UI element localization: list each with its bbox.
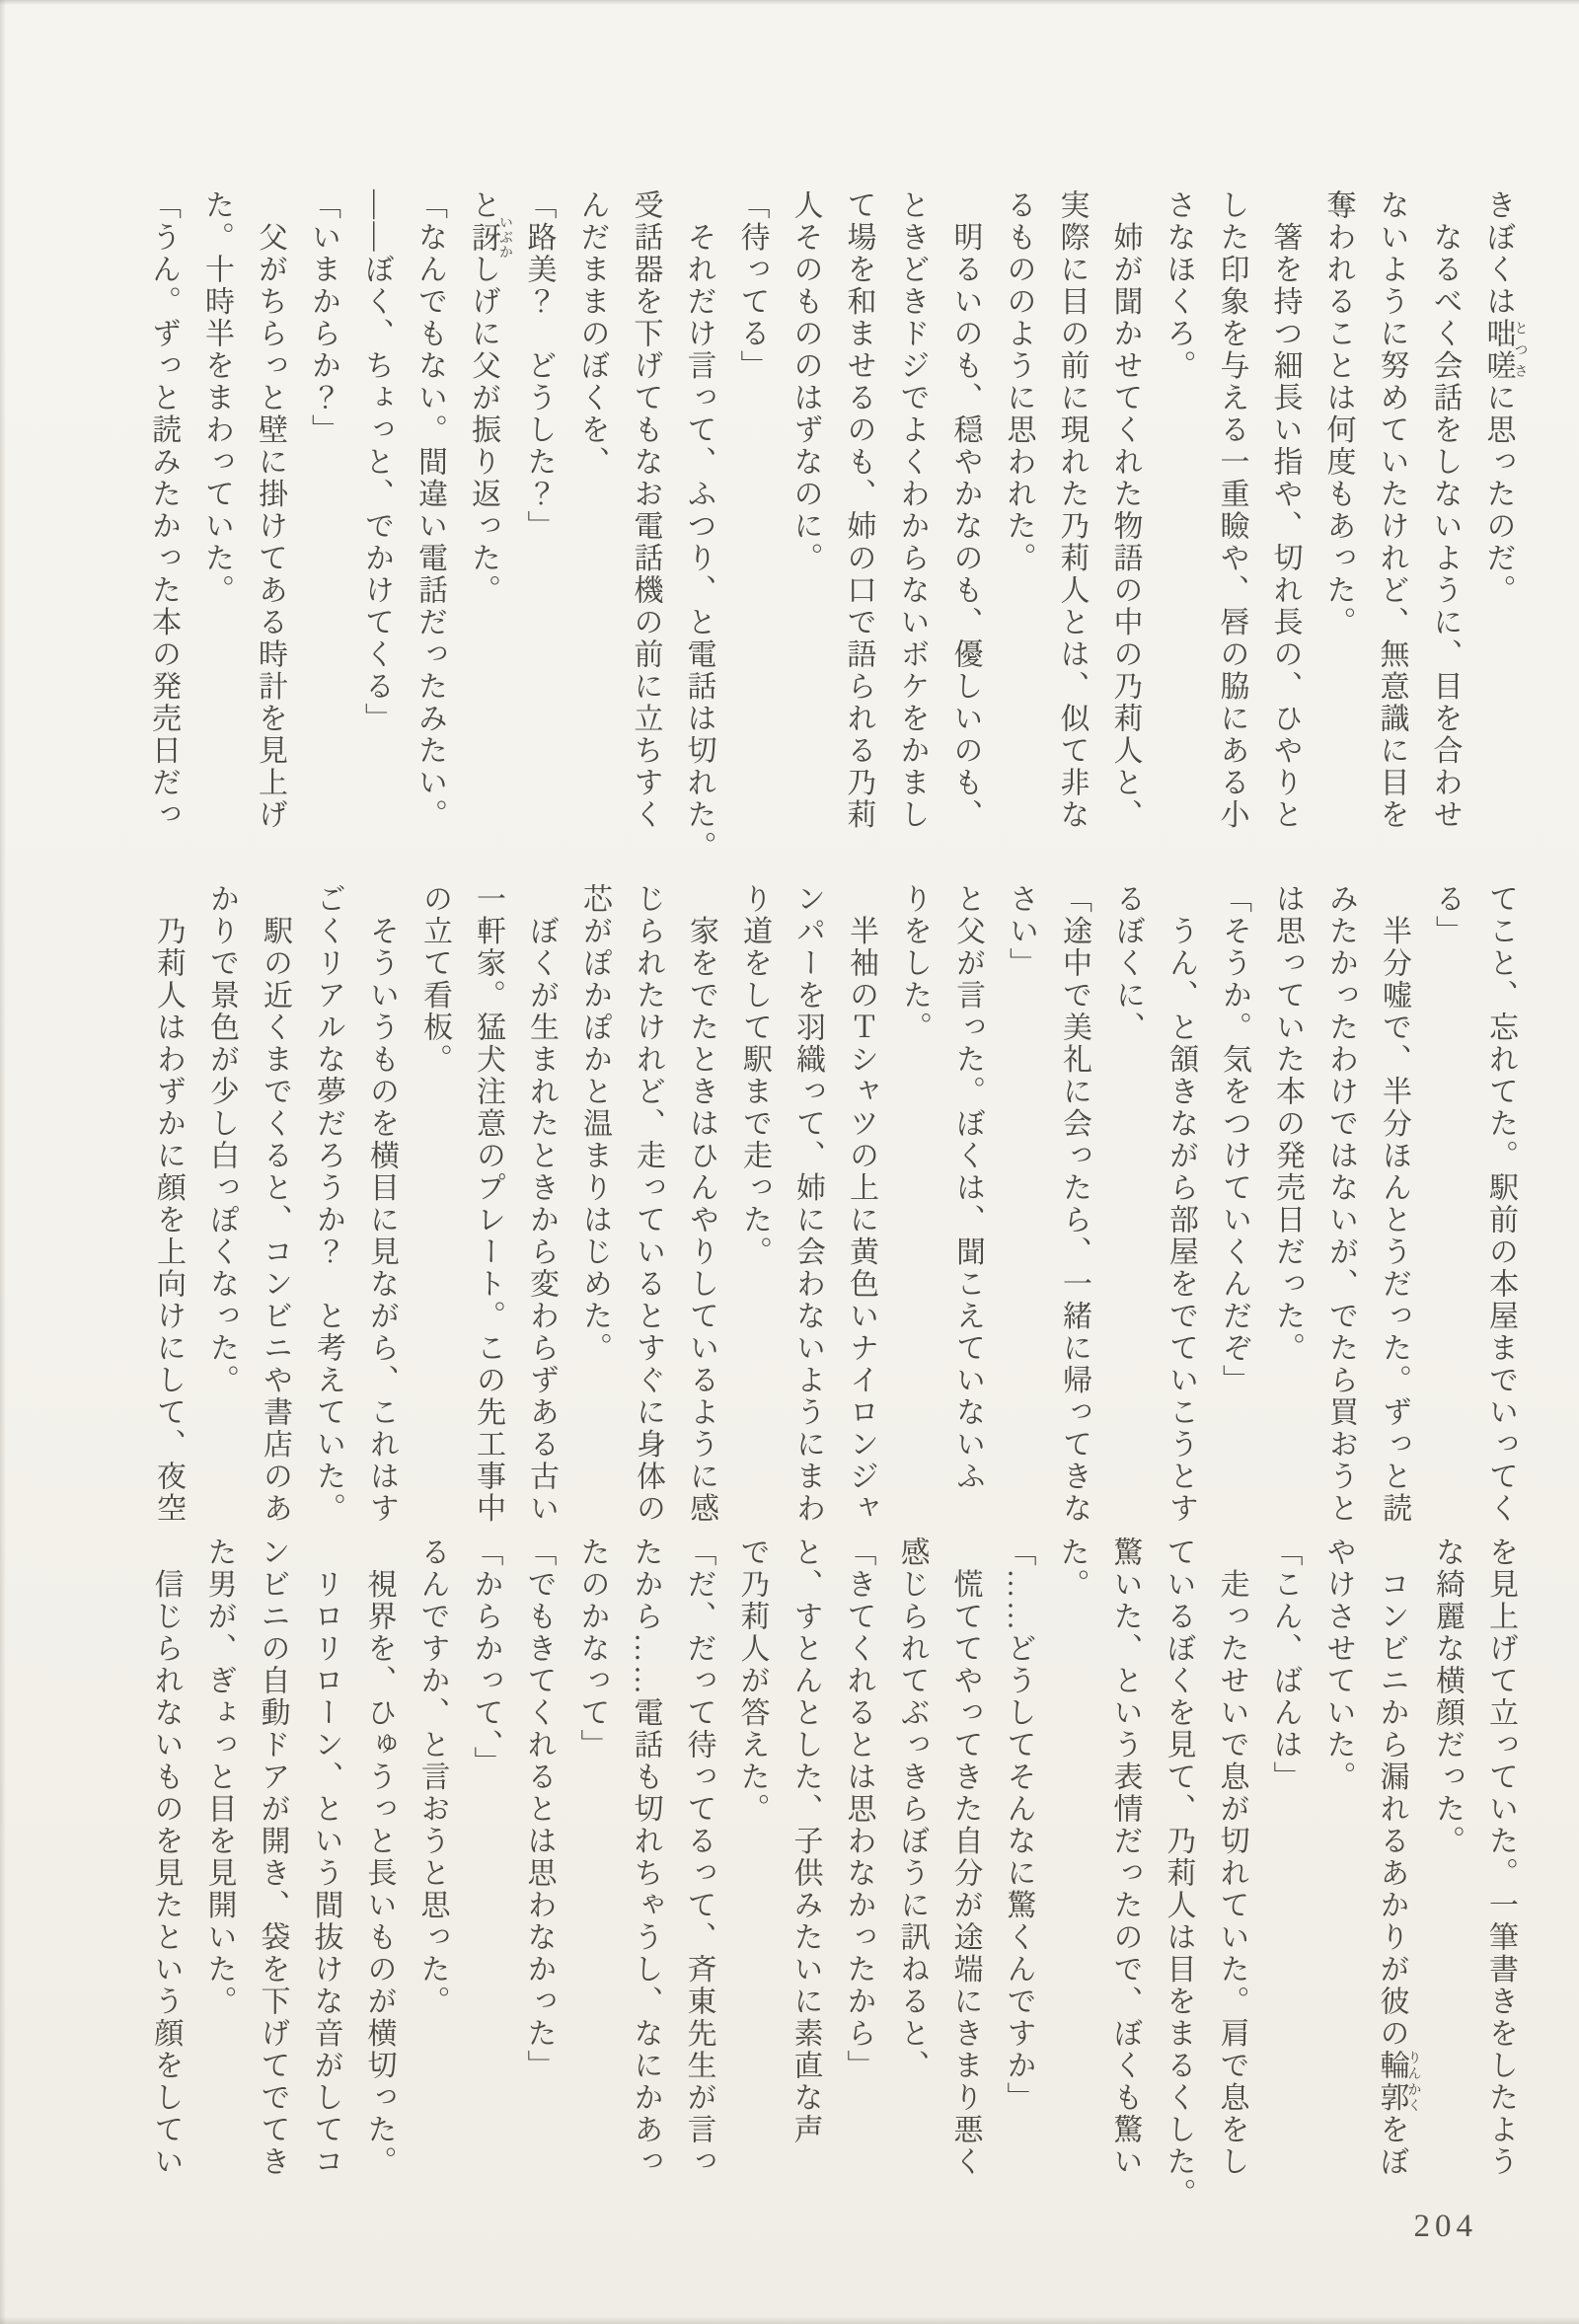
text-line: 「途中で美礼に会ったら、一緒に帰ってきな xyxy=(1058,883,1090,1525)
text-line: 「路美？ どうした？」 xyxy=(522,189,556,543)
text-line: 驚いた、という表情だったので、ぼくも驚い xyxy=(1108,1537,1142,2178)
text-line: るんですか、と言おうと思った。 xyxy=(415,1537,449,2018)
text-line: 人そのもののはずなのに。 xyxy=(789,189,822,574)
text-line: た男が、ぎょっと目を見開いた。 xyxy=(202,1537,236,2018)
text-line: 父がちらっと壁に掛けてある時計を見上げ xyxy=(254,189,286,831)
text-line: と父が言った。ぼくは、聞こえていないふ xyxy=(951,883,984,1493)
text-line: ときどきドジでよくわからないボケをかまし xyxy=(895,189,929,831)
text-line: 「だ、だって待ってるって、斉東先生が言っ xyxy=(682,1537,715,2178)
text-line: 「からかって、」 xyxy=(469,1537,502,1778)
text-line: なるべく会話をしないように、目を合わせ xyxy=(1428,189,1462,831)
text-line: ごくリアルな夢だろうか？ と考えていた。 xyxy=(312,883,344,1525)
text-line: きぼくは咄嗟とつさに思ったのだ。 xyxy=(1481,189,1528,607)
text-line: 乃莉人はわずかに顔を上向けにして、夜空 xyxy=(152,883,185,1525)
text-line: 「きてくれるとは思わなかったから」 xyxy=(842,1537,875,2082)
text-line: ンビニの自動ドアが開き、袋を下げてでてき xyxy=(256,1537,289,2178)
text-line: 「そうか。気をつけていくんだぞ」 xyxy=(1218,883,1250,1396)
text-line: さなほくろ。 xyxy=(1162,189,1195,382)
scan-edge-top xyxy=(0,0,1579,5)
text-line: るぼくに、 xyxy=(1111,883,1144,1044)
text-line: 「うん。ずっと読みたかった本の発売日だっ xyxy=(147,189,180,831)
text-line: りをした。 xyxy=(898,883,931,1044)
text-line: んだままのぼくを、 xyxy=(575,189,609,479)
text-line: 箸を持つ細長い指や、切れ長の、ひやりと xyxy=(1268,189,1302,831)
text-line: 一軒家。猛犬注意のプレート。この先工事中 xyxy=(472,883,504,1525)
text-line: と、すとんとした、子供みたいに素直な声 xyxy=(789,1537,822,2146)
scan-edge-left xyxy=(0,0,6,2324)
text-line: リロリローン、という間抜けな音がしてコ xyxy=(309,1537,342,2178)
text-line: 「……どうしてそんなに驚くんですか」 xyxy=(1002,1537,1035,2114)
text-line: 半分嘘で、半分ほんとうだった。ずっと読 xyxy=(1378,883,1410,1525)
furigana-ruby: 咄嗟とつさ xyxy=(1481,318,1528,382)
furigana-ruby: 訝いぶか xyxy=(467,215,512,261)
text-line: 視界を、ひゅうっと長いものが横切った。 xyxy=(362,1537,396,2178)
text-line: ――ぼく、ちょっと、でかけてくる」 xyxy=(360,189,393,735)
text-line: そういうものを横目に見ながら、これはす xyxy=(365,883,398,1525)
text-line: り道をして駅まで走った。 xyxy=(738,883,771,1268)
text-line: ぼくが生まれたときから変わらずある古い xyxy=(525,883,558,1525)
text-line: 明るいのも、穏やかなのも、優しいのも、 xyxy=(948,189,982,831)
text-line: 「待ってる」 xyxy=(735,189,769,382)
text-line: た。十時半をまわっていた。 xyxy=(200,189,233,607)
text-line: を見上げて立っていた。一筆書きをしたよう xyxy=(1484,1537,1517,2178)
text-line: 慌ててやってきた自分が途端にきまり悪く xyxy=(948,1537,982,2178)
text-line: 受話器を下げてもなお電話機の前に立ちすく xyxy=(629,189,662,831)
text-line: コンビニから漏れるあかりが彼の輪郭りんかくをぼ xyxy=(1375,1537,1421,2178)
text-line: 奪われることは何度もあった。 xyxy=(1321,189,1355,638)
text-line: ないように努めていたけれど、無意識に目を xyxy=(1375,189,1408,831)
page-number: 204 xyxy=(1413,2209,1477,2244)
text-line: 半袖のＴシャツの上に黄色いナイロンジャ xyxy=(845,883,877,1525)
furigana-ruby: 輪郭りんかく xyxy=(1375,2050,1421,2114)
text-line: 家をでたときはひんやりしているように感 xyxy=(685,883,717,1525)
text-line: 信じられないものを見たという顔をしてい xyxy=(149,1537,183,2178)
text-block-bottom xyxy=(141,1537,1527,2211)
text-line: は思っていた本の発売日だった。 xyxy=(1271,883,1304,1365)
text-line: 「でもきてくれるとは思わなかった」 xyxy=(522,1537,556,2082)
text-line: 「こん、ばんは」 xyxy=(1268,1537,1302,1793)
text-line: の立て看板。 xyxy=(418,883,451,1076)
text-line: 姉が聞かせてくれた物語の中の乃莉人と、 xyxy=(1108,189,1142,831)
text-line: てこと、忘れてた。駅前の本屋までいってく xyxy=(1484,883,1517,1525)
text-line: たのかなって」 xyxy=(575,1537,609,1762)
text-line: 実際に目の前に現れた乃莉人とは、似て非な xyxy=(1055,189,1089,831)
scan-edge-bottom xyxy=(0,2316,1579,2324)
text-line: な綺麗な横顔だった。 xyxy=(1431,1537,1464,1857)
text-line: じられたけれど、走っているとすぐに身体の xyxy=(632,883,664,1525)
text-line: ているぼくを見て、乃莉人は目をまるくした。 xyxy=(1162,1537,1195,2211)
text-line: で乃莉人が答えた。 xyxy=(735,1537,769,1826)
text-line: るもののように思われた。 xyxy=(1002,189,1035,574)
text-line: 走ったせいで息が切れていた。肩で息をし xyxy=(1215,1537,1248,2178)
text-line: 「なんでもない。間違い電話だったみたい。 xyxy=(414,189,446,831)
text-line: 駅の近くまでくると、コンビニや書店のあ xyxy=(259,883,291,1525)
text-block-middle xyxy=(141,883,1527,1525)
text-line: ンパーを羽織って、姉に会わないようにまわ xyxy=(791,883,824,1525)
text-line: それだけ言って、ふつり、と電話は切れた。 xyxy=(682,189,715,863)
text-line: る」 xyxy=(1431,883,1464,947)
text-line: やけさせていた。 xyxy=(1321,1537,1355,1793)
text-line: さい」 xyxy=(1005,883,1037,980)
text-line: た。 xyxy=(1055,1537,1089,1601)
text-line: 「いまからか？」 xyxy=(307,189,339,446)
text-line: した印象を与える一重瞼や、唇の脇にある小 xyxy=(1215,189,1248,831)
text-line: と訝いぶかしげに父が振り返った。 xyxy=(467,189,512,607)
text-line: 感じられてぶっきらぼうに訊ねると、 xyxy=(895,1537,929,2082)
text-line: 芯がぽかぽかと温まりはじめた。 xyxy=(578,883,611,1365)
text-block-top xyxy=(141,189,1528,863)
text-line: うん、と頷きながら部屋をでていこうとす xyxy=(1165,883,1197,1525)
text-line: かりで景色が少し白っぽくなった。 xyxy=(205,883,238,1396)
text-line: て場を和ませるのも、姉の口で語られる乃莉 xyxy=(842,189,875,831)
text-line: たから……電話も切れちゃうし、なにかあっ xyxy=(629,1537,662,2178)
text-line: みたかったわけではないが、でたら買おうと xyxy=(1324,883,1357,1525)
